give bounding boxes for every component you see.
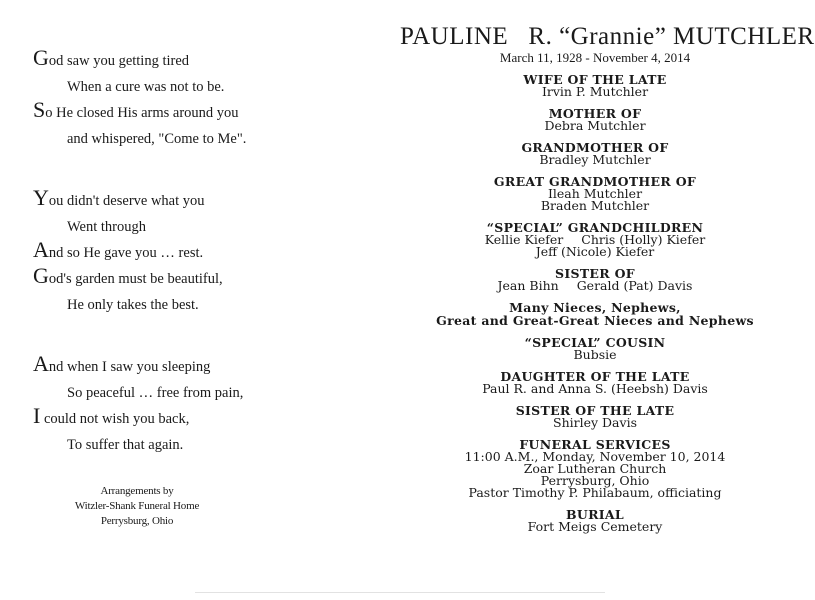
poem-line: And when I saw you sleeping	[33, 351, 211, 376]
section-special-cousin	[400, 336, 790, 361]
section-heading: MOTHER OF	[548, 106, 642, 121]
section-text: Irvin P. Mutchler	[541, 84, 649, 99]
section-heading: GRANDMOTHER OF	[521, 140, 669, 155]
section-heading: WIFE OF THE LATE	[523, 72, 667, 87]
section-burial	[400, 508, 790, 533]
section-heading: SISTER OF THE LATE	[515, 403, 675, 418]
poem-line: So He closed His arms around you	[33, 97, 239, 122]
section-text-row: Jean Bihn Gerald (Pat) Davis	[497, 278, 693, 293]
section-nieces-nephews	[400, 301, 790, 327]
poem-line: God's garden must be beautiful,	[33, 263, 223, 288]
section-special-grandchildren	[400, 221, 790, 258]
section-grandmother	[400, 141, 790, 166]
poem-line: When a cure was not to be.	[67, 79, 225, 95]
section-daughter	[400, 370, 790, 395]
section-text: Bradley Mutchler	[539, 152, 651, 167]
section-sister-late	[400, 404, 790, 429]
poem-panel	[0, 0, 400, 600]
section-text: Braden Mutchler	[540, 198, 650, 213]
section-wife	[400, 73, 790, 98]
section-heading: SISTER OF	[555, 266, 635, 281]
section-heading: GREAT GRANDMOTHER OF	[493, 174, 697, 189]
section-mother	[400, 107, 790, 132]
section-text: Bubsie	[573, 347, 617, 362]
scan-edge-line	[195, 592, 605, 593]
section-text: Perrysburg, Ohio	[540, 473, 650, 488]
poem-line: and whispered, "Come to Me".	[67, 131, 247, 147]
funeral-home-name: Witzler-Shank Funeral Home	[74, 500, 200, 512]
deceased-name: PAULINE R. “Grannie” MUTCHLER	[400, 23, 815, 50]
poem-stanza-1	[33, 45, 383, 152]
section-text: Ileah Mutchler	[547, 186, 643, 201]
poem-line: I could not wish you back,	[33, 403, 190, 428]
section-text: Jeff (Nicole) Kiefer	[535, 244, 655, 259]
section-text: Fort Meigs Cemetery	[527, 519, 663, 534]
poem-line: You didn't deserve what you	[33, 185, 205, 210]
life-dates: March 11, 1928 - November 4, 2014	[499, 50, 691, 65]
section-text: Shirley Davis	[553, 415, 637, 430]
section-heading: “SPECIAL” GRANDCHILDREN	[486, 220, 704, 235]
section-heading: DAUGHTER OF THE LATE	[500, 369, 690, 384]
section-text: Paul R. and Anna S. (Heebsh) Davis	[482, 381, 708, 396]
section-sister	[400, 267, 790, 292]
poem-line: Went through	[67, 219, 146, 235]
section-great-grandmother	[400, 175, 790, 212]
poem-line: God saw you getting tired	[33, 45, 190, 70]
section-heading: BURIAL	[566, 507, 624, 522]
arrangements-line: Arrangements by	[100, 485, 174, 497]
section-heading: FUNERAL SERVICES	[519, 437, 671, 452]
funeral-home-location: Perrysburg, Ohio	[100, 515, 174, 527]
funeral-home-credit	[52, 484, 222, 529]
poem-line: To suffer that again.	[67, 437, 184, 453]
poem-stanza-3	[33, 351, 383, 458]
obituary-panel	[400, 0, 815, 600]
poem-line: So peaceful … free from pain,	[67, 385, 244, 401]
section-heading: “SPECIAL” COUSIN	[524, 335, 666, 350]
poem-line: And so He gave you … rest.	[33, 237, 204, 262]
poem-line: He only takes the best.	[67, 297, 199, 313]
section-text: 11:00 A.M., Monday, November 10, 2014	[464, 449, 726, 464]
section-heading: Many Nieces, Nephews,	[509, 300, 681, 315]
section-text: Debra Mutchler	[544, 118, 646, 133]
section-funeral-services	[400, 438, 790, 499]
poem-stanza-2	[33, 185, 383, 318]
obituary	[400, 23, 815, 542]
section-text: Zoar Lutheran Church	[523, 461, 667, 476]
section-heading: Great and Great-Great Nieces and Nephews	[436, 313, 754, 328]
section-text: Pastor Timothy P. Philabaum, officiating	[468, 485, 722, 500]
section-text-row: Kellie Kiefer Chris (Holly) Kiefer	[484, 232, 706, 247]
poem	[33, 45, 383, 494]
